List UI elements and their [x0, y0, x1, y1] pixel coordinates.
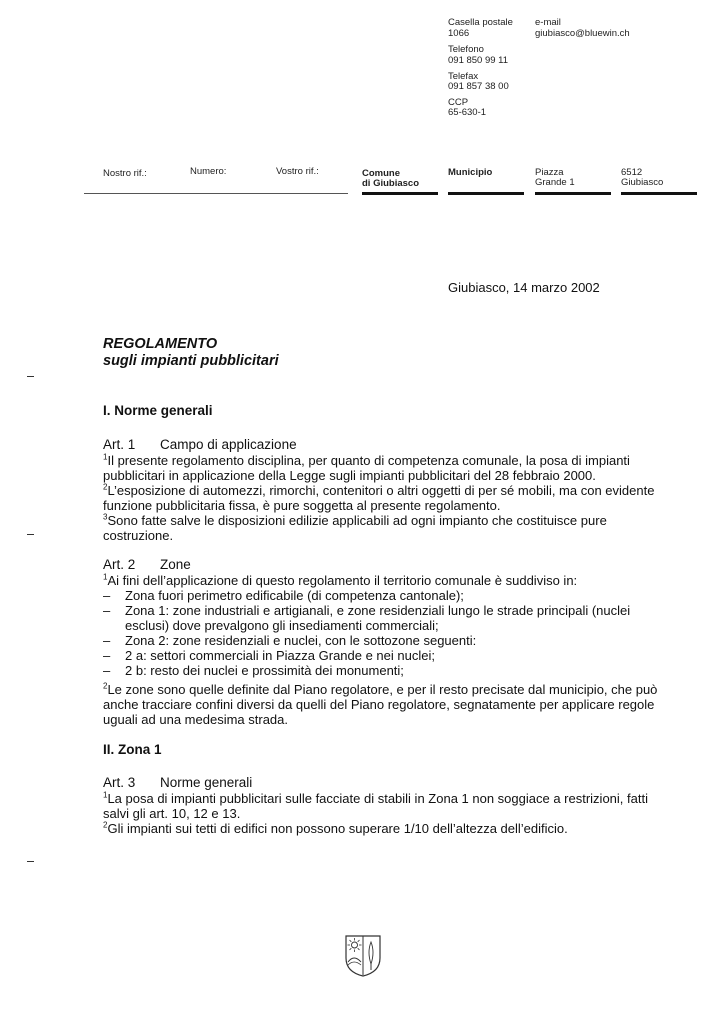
paragraph: $^2$Le zone sono quelle definite dal Piano regolatore, e per il resto precisate dal municipio, che può anche tracciare confini diversi da quelli del Piano regolatore, segnatamente per applicare regole uguali ad una medesima strada. [103, 681, 658, 727]
ref-numero: Numero: [190, 166, 227, 177]
article-number: Art. 1 [103, 437, 136, 452]
piazza-line1: Piazza [535, 167, 564, 178]
article-number: Art. 2 [103, 557, 136, 572]
header-rule-piazza [535, 192, 611, 195]
section-heading: I. Norme generali [103, 403, 213, 418]
casella-value: 1066 [448, 28, 470, 39]
comune-line1: Comune [362, 168, 400, 179]
casella-label: Casella postale [448, 17, 513, 28]
article-1 [103, 437, 663, 543]
paragraph: $^2$L’esposizione di automezzi, rimorchi, contenitori o altri oggetti di per sé mobili, ma con evidente funzione pubblicitaria fissa, è pure soggetta al presente regolamento. [103, 482, 655, 513]
paragraph: $^1$La posa di impianti pubblicitari sulle facciate di stabili in Zona 1 non soggiace a restrizioni, fatti salvi gli art. 10, 12 e 13. [103, 790, 648, 821]
email-label: e-mail [535, 17, 561, 28]
article-title: Campo di applicazione [160, 437, 297, 452]
article-title: Norme generali [160, 775, 253, 790]
list-item: – Zona 2: zone residenziali e nuclei, con le sottozone seguenti: [103, 633, 477, 648]
cap-line1: 6512 [621, 167, 643, 178]
article-3 [103, 775, 663, 836]
article-heading [103, 557, 663, 572]
coat-of-arms-icon [344, 934, 382, 978]
municipio-label: Municipio [448, 167, 493, 178]
header-rule-comune [362, 192, 438, 195]
telefono-label: Telefono [448, 44, 484, 55]
email-value[interactable]: giubiasco@bluewin.ch [535, 28, 630, 39]
telefax-label: Telefax [448, 71, 479, 82]
section-heading: II. Zona 1 [103, 742, 162, 757]
list-item: – 2 b: resto dei nuclei e prossimità dei monumenti; [103, 663, 404, 678]
cap-line2: Giubiasco [621, 177, 664, 188]
article-2 [103, 557, 663, 727]
fold-mark [27, 376, 34, 377]
piazza-line2: Grande 1 [535, 177, 575, 188]
paragraph: $^1$Il presente regolamento disciplina, per quanto di competenza comunale, la posa di impianti pubblicitari in applicazione della Legge sugli impianti pubblicitari del 28 febbraio 2000. [103, 452, 630, 483]
list-item: – 2 a: settori commerciali in Piazza Grande e nei nuclei; [103, 648, 435, 663]
list-item: – Zona 1: zone industriali e artigianali, e zone residenziali lungo le strade principali (nuclei esclusi) dove prevalgono gli insediamenti commerciali; [103, 603, 631, 633]
fold-mark [27, 534, 34, 535]
ref-vostro: Vostro rif.: [276, 166, 319, 177]
article-heading [103, 437, 663, 452]
paragraph: $^2$Gli impianti sui tetti di edifici non possono superare 1/10 dell’altezza dell’edificio. [103, 820, 568, 836]
article-title: Zone [160, 557, 191, 572]
title-line2: sugli impianti pubblicitari [103, 353, 279, 369]
telefono-value: 091 850 99 11 [448, 55, 509, 66]
header-rule-municipio [448, 192, 524, 195]
title-line1: REGOLAMENTO [103, 336, 218, 352]
header-thin-rule [84, 193, 348, 194]
article-number: Art. 3 [103, 775, 136, 790]
header-rule-cap [621, 192, 697, 195]
list-item: – Zona fuori perimetro edificabile (di competenza cantonale); [103, 588, 464, 603]
fold-mark [27, 861, 34, 862]
telefax-value: 091 857 38 00 [448, 81, 509, 92]
ccp-value: 65-630-1 [448, 107, 487, 118]
paragraph: $^3$Sono fatte salve le disposizioni edilizie applicabili ad ogni impianto che costituisce pure costruzione. [103, 512, 607, 543]
ref-nostro: Nostro rif.: [103, 168, 147, 179]
document-date: Giubiasco, 14 marzo 2002 [448, 280, 600, 295]
ccp-label: CCP [448, 97, 469, 108]
article-heading [103, 775, 663, 790]
paragraph: $^1$Ai fini dell’applicazione di questo regolamento il territorio comunale è suddiviso in: [103, 572, 578, 588]
comune-line2: di Giubiasco [362, 178, 420, 189]
document-title [103, 336, 279, 370]
